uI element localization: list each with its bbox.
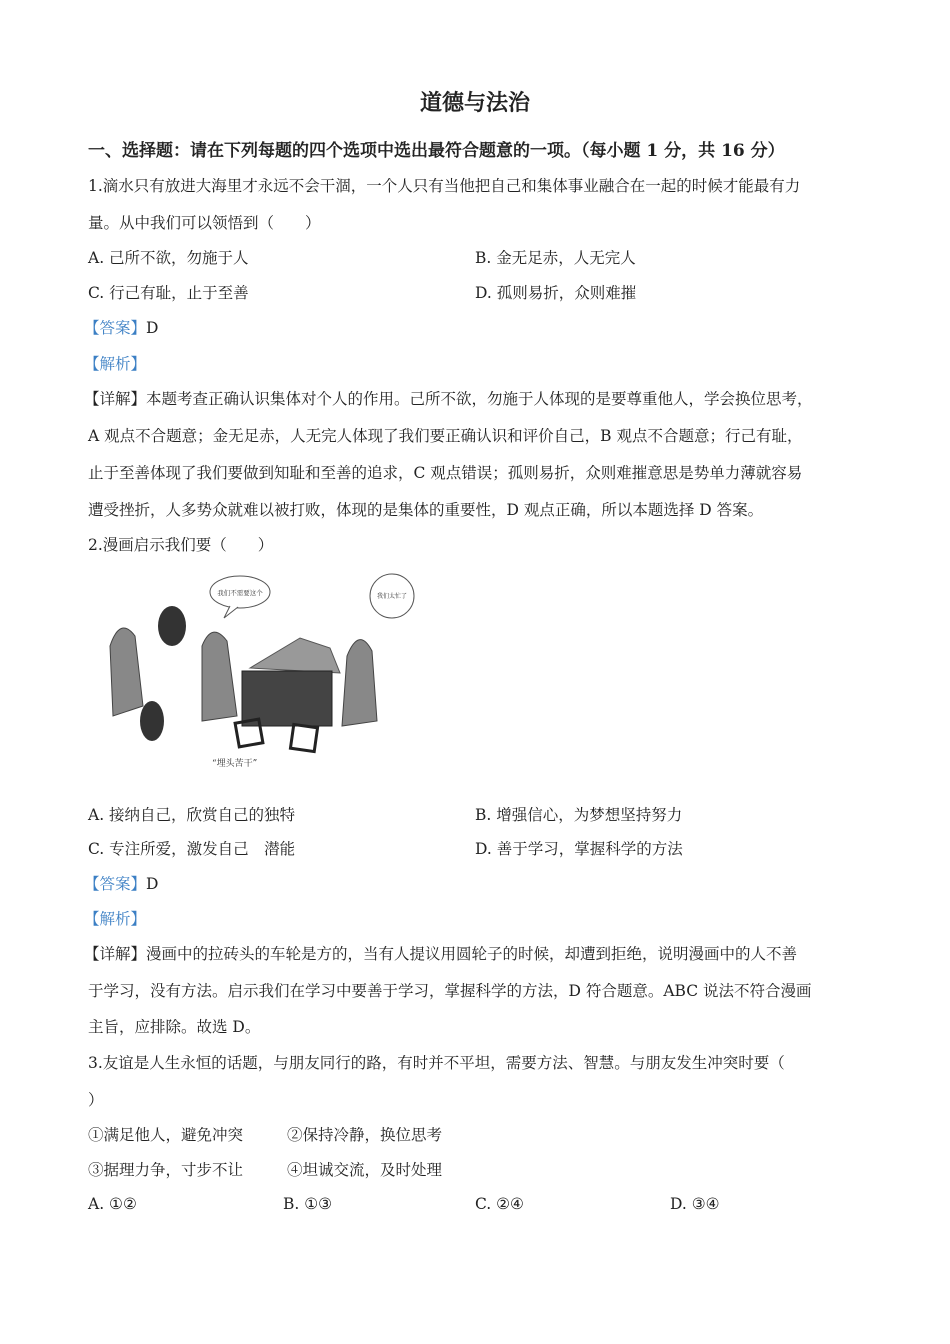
q3-statement-2: ②保持冷静，换位思考: [287, 1126, 443, 1144]
q3-stem-line: ）: [88, 1091, 104, 1109]
q2-option-c: C. 专注所爱，激发自己 潜能: [88, 840, 296, 858]
q1-option-a: A. 己所不欲，勿施于人: [88, 249, 249, 267]
detail-text: 本题考查正确认识集体对个人的作用。己所不欲，勿施于人体现的是要尊重他人，学会换位思考，: [146, 390, 813, 408]
q1-detail-line: 止于至善体现了我们要做到知耻和至善的追求，C 观点错误；孤则易折，众则难摧意思是势单力薄就容易: [88, 464, 803, 482]
q2-detail-line: [84, 944, 797, 964]
detail-label: 【详解】: [84, 945, 147, 963]
q2-detail-line: 于学习，没有方法。启示我们在学习中要善于学习，掌握科学的方法，D 符合题意。ABC 说法不符合漫画: [88, 982, 812, 1000]
q3-option-a: A. ①②: [88, 1195, 137, 1213]
bubble-left-text: 我们不需要这个: [217, 589, 263, 597]
bubble-right-text: 我们太忙了: [376, 593, 408, 600]
q2-option-a: A. 接纳自己，欣赏自己的独特: [88, 806, 296, 824]
q1-option-c: C. 行己有耻，止于至善: [88, 284, 249, 302]
q1-option-b: B. 金无足赤，人无完人: [475, 249, 636, 267]
q2-option-b: B. 增强信心，为梦想坚持努力: [475, 806, 683, 824]
q3-statement-4: ④坦诚交流，及时处理: [287, 1161, 443, 1179]
round-wheel-icon: [158, 606, 186, 646]
q2-detail-line: 主旨，应排除。故选 D。: [88, 1018, 261, 1036]
q3-option-b: B. ①③: [283, 1195, 333, 1213]
q1-detail-line: [84, 389, 813, 409]
q1-stem-line: 量。从中我们可以领悟到（ ）: [88, 214, 321, 232]
q1-answer: [84, 318, 158, 338]
q1-option-d: D. 孤则易折，众则难摧: [475, 284, 637, 302]
q1-stem-line: 1.滴水只有放进大海里才永远不会干涸，一个人只有当他把自己和集体事业融合在一起的时候才能最有力: [88, 177, 801, 195]
answer-label: 【答案】: [84, 875, 147, 893]
answer-value: D: [146, 319, 159, 337]
q1-analysis-label: 【解析】: [84, 355, 147, 373]
detail-text: 漫画中的拉砖头的车轮是方的，当有人提议用圆轮子的时候，却遭到拒绝，说明漫画中的人不善: [146, 945, 798, 963]
page-title: 道德与法治: [419, 90, 530, 116]
comic-image: [92, 566, 418, 772]
q3-statement-1: ①满足他人，避免冲突: [88, 1126, 244, 1144]
comic-caption: “埋头苦干”: [212, 759, 258, 769]
q3-option-c: C. ②④: [475, 1195, 524, 1213]
q2-answer: [84, 874, 158, 894]
answer-label: 【答案】: [84, 319, 147, 337]
detail-label: 【详解】: [84, 390, 147, 408]
q3-option-d: D. ③④: [670, 1195, 720, 1213]
q2-stem-line: 2.漫画启示我们要（ ）: [88, 536, 274, 554]
q3-stem-line: 3.友谊是人生永恒的话题，与朋友同行的路，有时并不平坦，需要方法、智慧。与朋友发生冲突时要（: [88, 1054, 785, 1072]
q3-statement-3: ③据理力争，寸步不让: [88, 1161, 244, 1179]
q2-analysis-label: 【解析】: [84, 910, 147, 928]
answer-value: D: [146, 875, 159, 893]
q1-detail-line: A 观点不合题意；金无足赤，人无完人体现了我们要正确认识和评价自己，B 观点不合题意；行己有耻，: [88, 427, 803, 445]
q2-option-d: D. 善于学习，掌握科学的方法: [475, 840, 683, 858]
section-heading: 一、选择题：请在下列每题的四个选项中选出最符合题意的一项。（每小题 1 分，共 16 分）: [88, 141, 785, 161]
q1-detail-line: 遭受挫折，人多势众就难以被打败，体现的是集体的重要性，D 观点正确，所以本题选择 D 答案。: [88, 501, 764, 519]
round-wheel-icon: [140, 701, 164, 741]
